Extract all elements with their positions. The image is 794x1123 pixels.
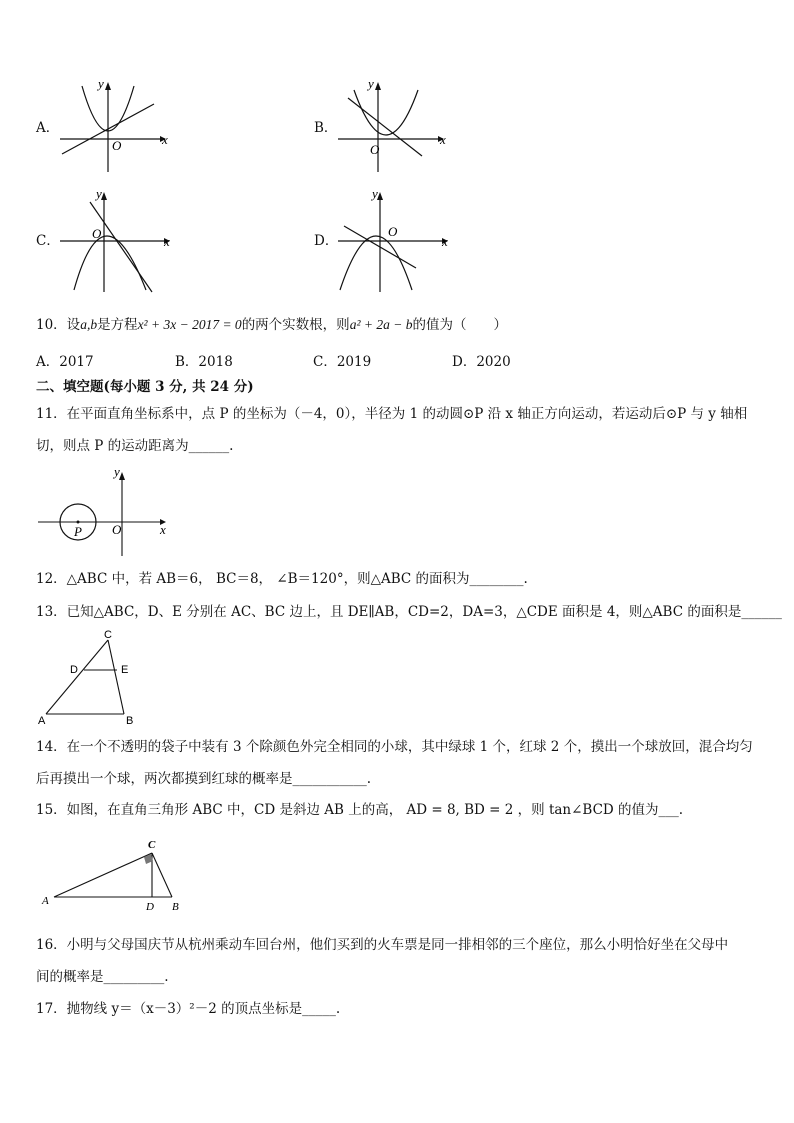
q10-equation: x² + 3x − 2017 = 0 (137, 317, 242, 332)
q10-expr: a² + 2a − b (349, 317, 413, 332)
q10-choice-d: D．2020 (452, 354, 511, 370)
q14-line2: 后再摸出一个球，两次都摸到红球的概率是___________. (36, 771, 372, 787)
q12-text: 12．△ABC 中，若 AB＝6， BC＝8， ∠B＝120°，则△ABC 的面积为________. (36, 571, 528, 587)
question-10 (36, 315, 507, 335)
option-d-graph (338, 186, 448, 296)
q13-e-label: E (121, 664, 129, 676)
option-b-graph (338, 76, 448, 176)
q13-figure (36, 628, 146, 726)
q13-a-label: A (38, 715, 46, 727)
q16-line2: 间的概率是_________. (36, 969, 169, 985)
option-b-label: B． (314, 120, 338, 136)
q13-b-label: B (126, 715, 134, 727)
option-c-origin-label: O (92, 226, 102, 241)
option-d-x-label: x (442, 234, 448, 249)
q11-figure (38, 466, 168, 558)
section-title: 二、填空题(每小题 3 分, 共 24 分) (36, 379, 254, 395)
option-d-label: D． (314, 233, 339, 249)
q10-mid2: 的两个实数根，则 (241, 317, 350, 333)
option-c-x-label: x (164, 234, 170, 249)
q13-text: 13．已知△ABC，D、E 分别在 AC、BC 边上，且 DE∥AB，CD=2，DA=3，△CDE 面积是 4，则△ABC 的面积是______ (36, 604, 782, 620)
option-a-x-label: x (162, 132, 168, 147)
option-d-origin-label: O (388, 224, 398, 239)
option-a-label: A． (36, 120, 60, 136)
option-c-graph (60, 186, 170, 296)
q15-c-label: C (148, 839, 156, 851)
q10-mid: 是方程 (97, 317, 138, 333)
option-a-y-label: y (98, 76, 104, 91)
option-b-x-label: x (440, 132, 446, 147)
q10-choice-c: C．2019 (313, 354, 372, 370)
option-c-y-label: y (96, 186, 102, 201)
q10-choice-b: B．2018 (175, 354, 233, 370)
q11-x-label: x (160, 522, 166, 537)
q16-line1: 16．小明与父母国庆节从杭州乘动车回台州，他们买到的火车票是同一排相邻的三个座位，那么小明恰好坐在父母中 (36, 937, 729, 953)
q13-d-label: D (70, 664, 78, 676)
q11-line1: 11．在平面直角坐标系中，点 P 的坐标为（－4，0），半径为 1 的动圆⊙P 沿 x 轴正方向运动，若运动后⊙P 与 y 轴相 (36, 406, 748, 422)
q11-p-label: P (74, 524, 82, 539)
q17-text: 17．抛物线 y＝（x－3）²－2 的顶点坐标是_____. (36, 1001, 341, 1017)
q14-line1: 14．在一个不透明的袋子中装有 3 个除颜色外完全相同的小球，其中绿球 1 个，红球 2 个，摸出一个球放回，混合均匀 (36, 739, 753, 755)
q10-vars: a,b (80, 317, 98, 332)
q10-choice-a: A．2017 (36, 354, 94, 370)
option-d-y-label: y (372, 186, 378, 201)
option-a-graph (60, 76, 170, 176)
q10-prefix: 10．设 (36, 317, 81, 333)
q11-y-label: y (114, 464, 120, 479)
q10-suffix: 的值为（ ） (412, 317, 507, 333)
q15-figure (36, 834, 186, 914)
option-b-origin-label: O (370, 142, 380, 157)
q15-d-label: D (146, 901, 154, 913)
q15-text: 15．如图，在直角三角形 ABC 中，CD 是斜边 AB 上的高， AD = 8, BD = 2 ，则 tan∠BCD 的值为___. (36, 802, 684, 818)
q15-a-label: A (42, 895, 49, 907)
q11-line2: 切，则点 P 的运动距离为______. (36, 438, 234, 454)
q11-origin-label: O (112, 522, 122, 537)
option-a-origin-label: O (112, 138, 122, 153)
q13-c-label: C (104, 629, 112, 641)
option-c-label: C． (36, 233, 60, 249)
q15-b-label: B (172, 901, 179, 913)
option-b-y-label: y (368, 76, 374, 91)
